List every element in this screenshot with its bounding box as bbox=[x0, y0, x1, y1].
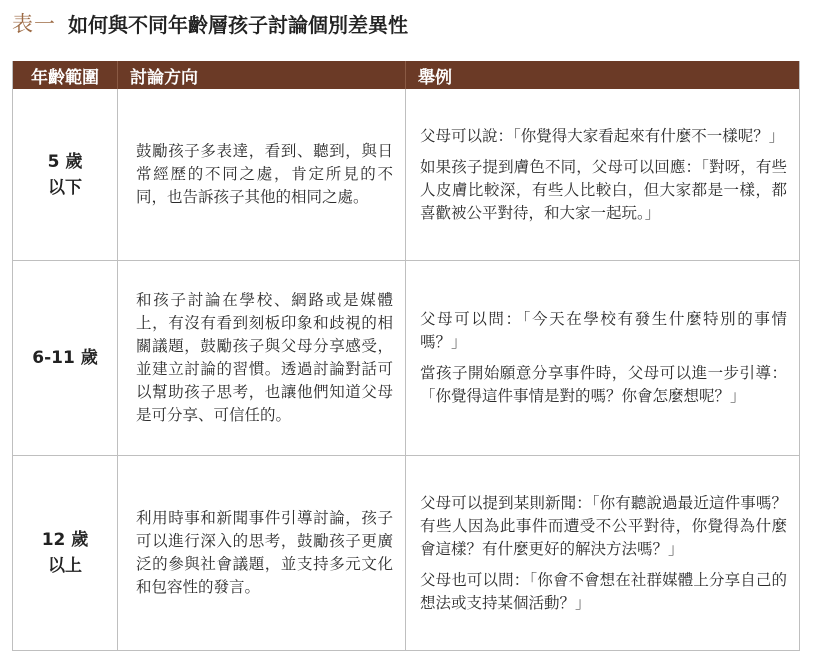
example-text: 父母可以問：「今天在學校有發生什麼特別的事情嗎？」 bbox=[420, 310, 787, 351]
table-row bbox=[13, 260, 799, 455]
discussion-direction-cell: 鼓勵孩子多表達，看到、聽到，與日常經歷的不同之處，肯定所見的不同，也告訴孩子其他的相同之處。 bbox=[117, 89, 405, 260]
age-range-cell bbox=[13, 89, 117, 260]
discussion-direction-cell: 利用時事和新聞事件引導討論，孩子可以進行深入的思考，鼓勵孩子更廣泛的參與社會議題，並支持多元文化和包容性的發言。 bbox=[117, 456, 405, 650]
header-discussion-direction: 討論方向 bbox=[117, 61, 405, 89]
example-text: 如果孩子提到膚色不同，父母可以回應：「對呀，有些人皮膚比較深，有些人比較白，但大家都是一樣，都喜歡被公平對待，和大家一起玩。」 bbox=[420, 157, 787, 222]
table-number-label: 表一 bbox=[12, 12, 56, 36]
table-row bbox=[13, 455, 799, 650]
example-text: 當孩子開始願意分享事件時，父母可以進一步引導：「你覺得這件事情是對的嗎？你會怎麼想呢？」 bbox=[420, 364, 787, 405]
age-range-line: 以上 bbox=[48, 556, 82, 576]
header-age-range: 年齡範圍 bbox=[31, 67, 99, 88]
discussion-direction-cell: 和孩子討論在學校、網路或是媒體上，有沒有看到刻板印象和歧視的相關議題，鼓勵孩子與父母分享感受，並建立討論的習慣。透過討論對話可以幫助孩子思考，也讓他們知道父母是可分享、可信任的。 bbox=[117, 261, 405, 455]
age-range-cell bbox=[13, 261, 117, 455]
example-text: 父母也可以問：「你會不會想在社群媒體上分享自己的想法或支持某個活動？」 bbox=[420, 570, 787, 612]
examples-cell bbox=[405, 261, 799, 455]
table-row bbox=[13, 89, 799, 260]
age-range-line: 6-11 歲 bbox=[32, 348, 98, 368]
age-range-cell bbox=[13, 456, 117, 650]
examples-cell bbox=[405, 89, 799, 260]
age-range-line: 以下 bbox=[48, 177, 82, 198]
age-range-line: 5 歲 bbox=[47, 151, 83, 172]
age-range-line: 12 歲 bbox=[41, 530, 89, 550]
table-header-row bbox=[13, 61, 799, 89]
example-text: 父母可以提到某則新聞：「你有聽說過最近這件事嗎？有些人因為此事件而遭受不公平對待，你覺得為什麼會這樣？有什麼更好的解決方法嗎？」 bbox=[420, 493, 787, 558]
discussion-table bbox=[12, 61, 800, 651]
table-title-text: 如何與不同年齡層孩子討論個別差異性 bbox=[68, 12, 408, 37]
header-examples: 舉例 bbox=[405, 61, 799, 89]
table-title bbox=[12, 6, 408, 40]
example-text: 父母可以說：「你覺得大家看起來有什麼不一樣呢？」 bbox=[420, 126, 785, 145]
examples-cell bbox=[405, 456, 799, 650]
